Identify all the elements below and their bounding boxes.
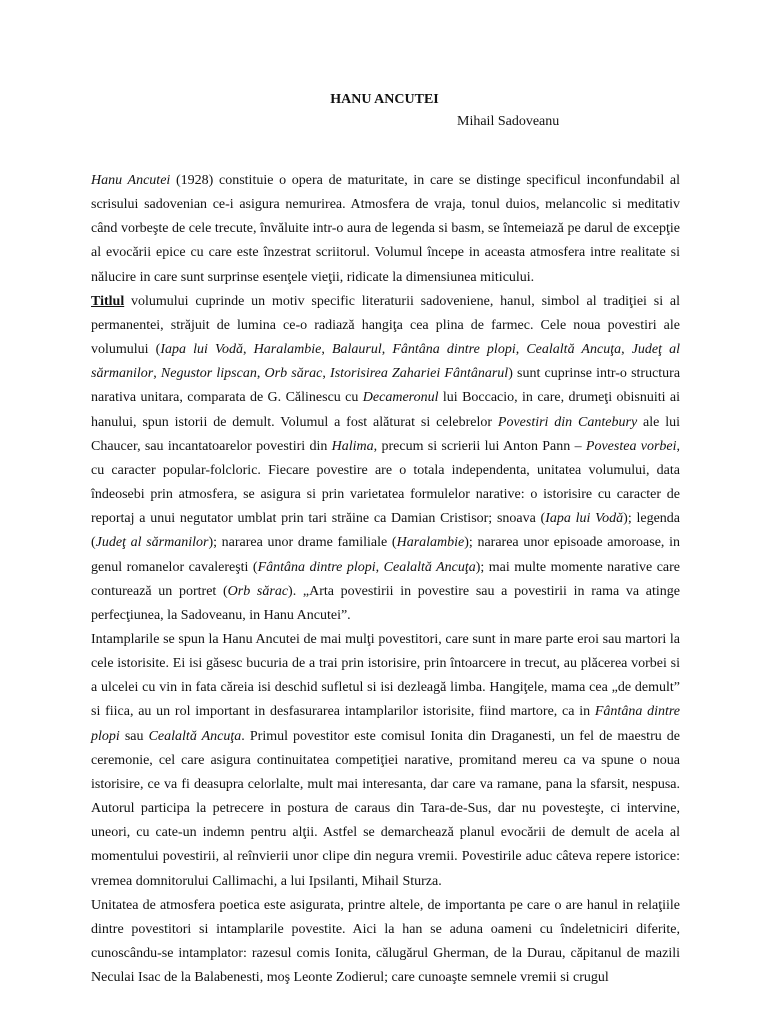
paragraph-title: Titlul volumului cuprinde un motiv specific literaturii sadoveniene, hanul, simbol al tradiţiei si al permanentei, străjuit de lumina ce-o radiază hangiţa cea plina de farmec. Cele noua povestiri ale volumului (Iapa lui Vodă, Haralambie, Balaurul, Fântâna dintre plopi, Cealaltă Ancuţa, Judeţ al sărmanilor, Negustor lipscan, Orb sărac, Istorisirea Zahariei Fântânarul) sunt cuprinse intr-o structura narativa unitara, comparata de G. Călinescu cu Decameronul lui Boccacio, in care, drumeţi obisnuiti ai hanului, spun istorii de demult. Volumul a fost alăturat si celebrelor Povestiri din Cantebury ale lui Chaucer, sau incantatoarelor povestiri din Halima, precum si scrierii lui Anton Pann – Povestea vorbei, cu caracter popular-folcloric. Fiecare povestire are o totala independenta, unitatea volumului, data îndeosebi prin atmosfera, se asigura si prin varietatea formulelor narative: o istorisire cu caracter de reportaj a unui negutator umblat prin tari străine ca Damian Cristisor; snoava (Iapa lui Vodă); legenda (Judeţ al sărmanilor); nararea unor drame familiale (Haralambie); nararea unor episoade amoroase, in genul romanelor cavalereşti (Fântâna dintre plopi, Cealaltă Ancuţa); mai multe momente narative care conturează un portret (Orb sărac). „Arta povestirii in povestire sau a povestirii in rama va atinge perfecţiunea, la Sadoveanu, in Hanu Ancutei”. <box>91 293 681 623</box>
story-title: Orb sărac <box>227 583 289 599</box>
story-title: Iapa lui Vodă <box>545 511 624 527</box>
document-author: Mihail Sadoveanu <box>457 114 560 129</box>
document-title: HANU ANCUTEI <box>330 92 439 107</box>
story-title: Fântâna dintre plopi <box>91 704 680 744</box>
story-title: Fântâna dintre plopi <box>257 559 376 575</box>
paragraph-narrators: Intamplarile se spun la Hanu Ancutei de mai mulţi povestitori, care sunt in mare parte eroi sau martori la cele istorisite. Ei isi găsesc bucuria de a trai prin istorisire, prin întoarcere in trecut, au plăcerea vorbei si a ulcelei cu vin in fata căreia isi deschid sufletul si isi dezleagă limba. Hangiţele, mama cea „de demult” si fiica, au un rol important in desfasurarea intamplarilor istorisite, fiind martore, ca in Fântâna dintre plopi sau Cealaltă Ancuţa. Primul povestitor este comisul Ionita din Draganesti, un fel de maestru de ceremonie, cel care asigura continuitatea competiţiei narative, promitand mereu ca va spune o noua istorisire, ce va fi deasupra celorlalte, mult mai interesanta, dar care va ramane, pana la sfarsit, nespusa. Autorul participa la petrecere in postura de caraus din Tara-de-Sus, dar nu povesteşte, ci intervine, uneori, cu cate-un indemn pentru alţii. Astfel se demarchează planul evocării de demult de acela al momentului povestirii, al reînvierii unor clipe din negura vremii. Povestirile aduc câteva repere istorice: vremea domnitorului Callimachi, a lui Ipsilanti, Mihail Sturza. <box>91 631 681 889</box>
text-run: . Primul povestitor este comisul Ionita din Draganesti, un fel de maestru de ceremonie, cel care asigura continuitatea competiţiei narative, promitand mereu ca va spune o noua istorisire, ce va fi deasupra celorlalte, mult mai interesanta, dar care va ramane, pana la sfarsit, nespusa. Autorul participa la petrecere in postura de caraus din Tara-de-Sus, dar nu povesteşte, ci intervine, uneori, cu cate-un indemn pentru alţii. Astfel se demarchează planul evocării de demult de acela al momentului povestirii, al reînvierii unor clipe din negura vremii. Povestirile aduc câteva repere istorice: vremea domnitorului Callimachi, a lui Ipsilanti, Mihail Sturza. <box>91 728 681 889</box>
text-run: Unitatea de atmosfera poetica este asigurata, printre altele, de importanta pe care o are hanul in relaţiile dintre povestitori si intamplarile povestite. Aici la han se aduna oameni cu îndeletniciri diferite, cunoscându-se intamplator: razesul comis Ionita, călugărul Gherman, de la Durau, căpitanul de mazili Neculai Isac de la Balabenesti, moş Leonte Zodierul; care cunoaşte semnele vremii si crugul <box>91 897 680 986</box>
work-title: Halima <box>331 438 374 454</box>
work-title: Povestea vorbei <box>585 438 677 454</box>
story-title: Istorisirea Zahariei Fântânarul <box>330 366 509 382</box>
story-title: Fântâna dintre plopi <box>392 342 516 358</box>
text-run: ) sunt cuprinse intr-o structura narativa unitara, comparata de G. Călinescu cu <box>91 366 681 406</box>
text-run: lui Boccacio, in care, drumeţi obisnuiti ai hanului, spun istorii de demult. Volumul a fost alăturat si celebrelor <box>91 390 680 430</box>
story-title: Judeţ al sărmanilor <box>91 342 681 382</box>
story-title: Orb sărac <box>264 366 323 382</box>
text-run: Intamplarile se spun la Hanu Ancutei de mai mulţi povestitori, care sunt in mare parte eroi sau martori la cele istorisite. Ei isi găsesc bucuria de a trai prin istorisire, prin întoarcere in trecut, au plăcerea vorbei si a ulcelei cu vin in fata căreia isi deschid sufletul si isi dezleagă limba. Hangiţele, mama cea „de demult” si fiica, au un rol important in desfasurarea intamplarilor istorisite, fiind martore, ca in <box>91 631 680 720</box>
story-title: Haralambie <box>396 535 465 551</box>
document-body <box>91 169 680 990</box>
work-title: Decameronul <box>362 390 439 406</box>
paragraph-intro <box>91 169 680 290</box>
story-title: Cealaltă Ancuţa <box>526 342 622 358</box>
text-run: ale lui Chaucer, sau incantatoarelor povestiri din <box>91 414 680 454</box>
text-run: volumului cuprinde un motiv specific literaturii sadoveniene, hanul, simbol al tradiţiei si al permanentei, străjuit de lumina ce-o radiază hangiţa cea plina de farmec. Cele noua povestiri ale volumului ( <box>91 293 680 358</box>
paragraph-atmosphere <box>91 894 680 991</box>
book-title: Hanu Ancutei <box>91 173 171 188</box>
story-title: Judeţ al sărmanilor <box>95 535 209 551</box>
text-run: ). „Arta povestirii in povestire sau a povestirii in rama va atinge perfecţiunea, la Sadoveanu, in Hanu Ancutei”. <box>91 583 680 623</box>
story-title: Iapa lui Vodă <box>160 342 244 358</box>
text-run: (1928) constituie o opera de maturitate, in care se distinge specificul inconfundabil al scrisului sadovenian ce-i asigura nemurirea. Atmosfera de vraja, tonul duios, melancolic si meditativ când vorbeşte de cele trecute, învăluite intr-o aura de legenda si basm, se întemeiază pe darul de excepţie al evocării epice cu care este înzestrat scriitorul. Volumul începe in aceasta atmosfera intre realitate si nălucire in care sunt surprinse esenţele vieţii, ridicate la dimensiunea miticului. <box>91 173 680 285</box>
section-label: Titlul <box>91 293 125 309</box>
story-title: Balaurul <box>331 342 382 358</box>
story-title: Cealaltă Ancuţa <box>148 728 242 744</box>
story-title: Negustor lipscan <box>160 366 257 382</box>
text-run: , cu caracter popular-folcloric. Fiecare povestire are o totala independenta, unitatea volumului, data îndeosebi prin atmosfera, se asigura si prin varietatea formulelor narative: o istorisire cu caracter de reportaj a unui negutator umblat prin tari străine ca Damian Cristisor; snoava ( <box>91 438 681 527</box>
story-title: Haralambie <box>253 342 322 358</box>
story-title: Cealaltă Ancuţa <box>383 559 476 575</box>
work-title: Povestiri din Cantebury <box>497 414 638 430</box>
text-run: , precum si scrierii lui Anton Pann – <box>373 438 586 454</box>
